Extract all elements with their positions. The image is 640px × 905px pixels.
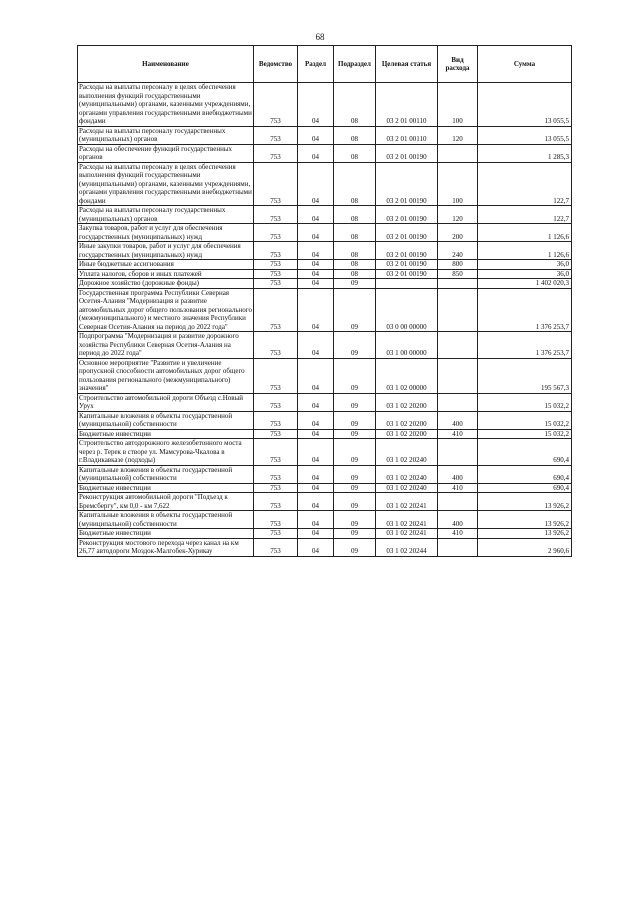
row-razdel: 04 [298, 83, 334, 127]
row-vid: 400 [438, 465, 478, 483]
row-podrazdel: 09 [334, 465, 376, 483]
row-razdel: 04 [298, 493, 334, 511]
row-vid: 410 [438, 483, 478, 493]
row-vedomstvo: 753 [254, 332, 298, 359]
row-razdel: 04 [298, 529, 334, 539]
row-statya: 03 2 01 00190 [376, 144, 438, 162]
row-name: Государственная программа Республики Северная Осетия-Алания "Модернизация и развитие автомобильных дорог общего пользования регионального (межмуниципального) и местного значения Республики Северная Осетия-Алания на период до 2022 года" [79, 288, 252, 331]
row-summa: 1 126,6 [478, 242, 572, 260]
row-podrazdel: 09 [334, 538, 376, 556]
row-summa: 2 960,6 [478, 538, 572, 556]
row-podrazdel: 09 [334, 393, 376, 411]
row-name: Реконструкция мостового перехода через канал на км 26,77 автодороги Моздок-Малгобек-Хурикау [78, 538, 254, 556]
row-vid: 400 [438, 511, 478, 529]
row-summa: 1 376 253,7 [478, 288, 572, 332]
row-name: Расходы на выплаты персоналу в целях обеспечения выполнения функций государственными (муниципальными) органами, казенными учреждениями, органами управления государственными внебюджетными фондами [79, 83, 252, 125]
row-vedomstvo: 753 [254, 511, 298, 529]
row-podrazdel: 09 [334, 439, 376, 466]
row-name: Иные бюджетные ассигнования [78, 260, 254, 270]
row-statya: 03 1 02 20240 [376, 465, 438, 483]
table-body [78, 83, 572, 557]
table-row [78, 358, 572, 393]
row-razdel: 04 [298, 465, 334, 483]
row-summa: 195 567,3 [478, 358, 572, 393]
table-row [78, 162, 572, 206]
row-summa: 13 055,5 [478, 83, 572, 127]
row-vid: 800 [438, 260, 478, 270]
row-name: Закупка товаров, работ и услуг для обеспечения государственных (муниципальных) нужд [78, 224, 254, 242]
row-vid [438, 288, 478, 332]
col-header-summa: Сумма [478, 46, 572, 83]
row-statya: 03 0 00 00000 [376, 288, 438, 332]
row-razdel: 04 [298, 269, 334, 279]
row-podrazdel: 08 [334, 260, 376, 270]
row-summa: 690,4 [478, 483, 572, 493]
row-podrazdel: 08 [334, 126, 376, 144]
row-vedomstvo: 753 [254, 439, 298, 466]
row-statya: 03 1 02 20200 [376, 429, 438, 439]
row-razdel: 04 [298, 332, 334, 359]
row-vid: 120 [438, 126, 478, 144]
row-summa: 13 926,2 [478, 493, 572, 511]
row-razdel: 04 [298, 511, 334, 529]
row-razdel: 04 [298, 144, 334, 162]
row-summa: 13 926,2 [478, 511, 572, 529]
row-vedomstvo: 753 [254, 206, 298, 224]
col-header-name: Наименование [78, 46, 254, 83]
row-podrazdel: 09 [334, 493, 376, 511]
row-vid [438, 493, 478, 511]
row-name: Расходы на выплаты персоналу государственных (муниципальных) органов [78, 206, 254, 224]
row-razdel: 04 [298, 538, 334, 556]
col-header-razdel: Раздел [298, 46, 334, 83]
budget-table [77, 45, 572, 557]
row-statya: 03 1 02 20200 [376, 393, 438, 411]
row-name: Строительство автомобильной дороги Объезд с.Новый Урух [78, 393, 254, 411]
row-vedomstvo: 753 [254, 358, 298, 393]
row-statya [376, 279, 438, 289]
row-summa: 690,4 [478, 439, 572, 466]
row-vid [438, 439, 478, 466]
row-razdel: 04 [298, 162, 334, 206]
row-razdel: 04 [298, 126, 334, 144]
row-summa: 13 055,5 [478, 126, 572, 144]
row-vid [438, 538, 478, 556]
row-statya: 03 1 02 20244 [376, 538, 438, 556]
row-vid [438, 332, 478, 359]
row-name: Расходы на выплаты персоналу в целях обеспечения выполнения функций государственными (муниципальными) органами, казенными учреждениями, органами управления государственными внебюджетными фондами [79, 162, 252, 205]
row-vedomstvo: 753 [254, 83, 298, 127]
row-vedomstvo: 753 [254, 465, 298, 483]
row-vedomstvo: 753 [254, 429, 298, 439]
row-statya: 03 1 00 00000 [376, 332, 438, 359]
col-header-podrazdel: Подраздел [334, 46, 376, 83]
row-summa: 36,0 [478, 260, 572, 270]
row-podrazdel: 08 [334, 162, 376, 206]
row-podrazdel: 09 [334, 429, 376, 439]
row-name: Уплата налогов, сборов и иных платежей [78, 269, 254, 279]
row-podrazdel: 09 [334, 332, 376, 359]
table-row [78, 260, 572, 270]
row-vid [438, 144, 478, 162]
row-statya: 03 1 02 20241 [376, 493, 438, 511]
row-razdel: 04 [298, 279, 334, 289]
row-vedomstvo: 753 [254, 538, 298, 556]
table-row [78, 493, 572, 511]
row-vid [438, 279, 478, 289]
row-podrazdel: 09 [334, 529, 376, 539]
row-vedomstvo: 753 [254, 529, 298, 539]
row-vid: 410 [438, 429, 478, 439]
row-name: Иные закупки товаров, работ и услуг для обеспечения государственных (муниципальных) нужд [78, 242, 254, 260]
row-summa: 36,0 [478, 269, 572, 279]
row-vedomstvo: 753 [254, 279, 298, 289]
table-row [78, 511, 572, 529]
table-row [78, 144, 572, 162]
row-summa: 690,4 [478, 465, 572, 483]
row-summa: 1 376 253,7 [478, 332, 572, 359]
row-podrazdel: 08 [334, 224, 376, 242]
row-summa: 1 126,6 [478, 224, 572, 242]
row-statya: 03 2 01 00190 [376, 206, 438, 224]
row-statya: 03 1 02 20200 [376, 411, 438, 429]
row-podrazdel: 08 [334, 269, 376, 279]
row-statya: 03 2 01 00190 [376, 162, 438, 206]
table-header-row [78, 46, 572, 83]
table-row [78, 483, 572, 493]
row-podrazdel: 08 [334, 144, 376, 162]
table-row [78, 288, 572, 332]
row-vid [438, 358, 478, 393]
row-statya: 03 2 01 00190 [376, 260, 438, 270]
row-vedomstvo: 753 [254, 260, 298, 270]
row-razdel: 04 [298, 429, 334, 439]
row-vid: 400 [438, 411, 478, 429]
table-row [78, 429, 572, 439]
row-summa: 15 032,2 [478, 411, 572, 429]
row-name: Дорожное хозяйство (дорожные фонды) [78, 279, 254, 289]
row-razdel: 04 [298, 439, 334, 466]
row-vedomstvo: 753 [254, 242, 298, 260]
row-vedomstvo: 753 [254, 493, 298, 511]
row-razdel: 04 [298, 483, 334, 493]
row-name: Реконструкция автомобильной дороги "Подъезд к Бремсбергу", км 0,0 - км 7,622 [78, 493, 254, 511]
row-vedomstvo: 753 [254, 411, 298, 429]
col-header-statya: Целевая статья [376, 46, 438, 83]
row-vid: 100 [438, 162, 478, 206]
row-vid: 850 [438, 269, 478, 279]
row-podrazdel: 08 [334, 83, 376, 127]
row-razdel: 04 [298, 206, 334, 224]
row-name: Подпрограмма "Модернизация и развитие дорожного хозяйства Республики Северная Осетия-Алания на период до 2022 года" [78, 332, 254, 359]
table-row [78, 269, 572, 279]
row-vedomstvo: 753 [254, 144, 298, 162]
table-row [78, 224, 572, 242]
row-razdel: 04 [298, 260, 334, 270]
row-vedomstvo: 753 [254, 483, 298, 493]
row-statya: 03 1 02 20241 [376, 529, 438, 539]
row-podrazdel: 09 [334, 511, 376, 529]
row-name: Расходы на обеспечение функций государственных органов [78, 144, 254, 162]
page-number: 68 [315, 32, 325, 42]
row-vid: 120 [438, 206, 478, 224]
row-podrazdel: 08 [334, 206, 376, 224]
row-razdel: 04 [298, 358, 334, 393]
table-row [78, 529, 572, 539]
row-statya: 03 2 01 00190 [376, 269, 438, 279]
row-summa: 1 285,3 [478, 144, 572, 162]
table-row [78, 465, 572, 483]
row-razdel: 04 [298, 224, 334, 242]
table-row [78, 439, 572, 466]
row-vid: 410 [438, 529, 478, 539]
row-summa: 1 402 020,3 [478, 279, 572, 289]
row-vedomstvo: 753 [254, 162, 298, 206]
table-row [78, 206, 572, 224]
row-statya: 03 2 01 00110 [376, 126, 438, 144]
row-podrazdel: 09 [334, 483, 376, 493]
table-row [78, 393, 572, 411]
table-row [78, 242, 572, 260]
row-summa: 13 926,2 [478, 529, 572, 539]
row-statya: 03 1 02 20240 [376, 439, 438, 466]
row-statya: 03 1 02 20240 [376, 483, 438, 493]
row-summa: 15 032,2 [478, 393, 572, 411]
row-summa: 122,7 [478, 162, 572, 206]
row-name: Бюджетные инвестиции [78, 483, 254, 493]
row-vid: 240 [438, 242, 478, 260]
row-name: Строительство автодорожного железобетонного моста через р. Терек в створе ул. Мамсурова-Чкалова в г.Владикавказе (подходы) [78, 439, 254, 466]
row-razdel: 04 [298, 288, 334, 332]
row-podrazdel: 09 [334, 279, 376, 289]
row-razdel: 04 [298, 242, 334, 260]
row-name: Бюджетные инвестиции [78, 429, 254, 439]
table-row [78, 279, 572, 289]
row-vid: 100 [438, 83, 478, 127]
row-statya: 03 2 01 00190 [376, 242, 438, 260]
row-name: Основное мероприятие "Развитие и увеличение пропускной способности автомобильных дорог общего пользования регионального (межмуниципального) значения" [78, 358, 254, 393]
row-vedomstvo: 753 [254, 224, 298, 242]
table-row [78, 411, 572, 429]
table-row [78, 332, 572, 359]
row-podrazdel: 08 [334, 242, 376, 260]
row-statya: 03 2 01 00110 [376, 83, 438, 127]
row-name: Бюджетные инвестиции [78, 529, 254, 539]
row-vedomstvo: 753 [254, 269, 298, 279]
row-name: Расходы на выплаты персоналу государственных (муниципальных) органов [78, 126, 254, 144]
row-summa: 15 032,2 [478, 429, 572, 439]
row-vid: 200 [438, 224, 478, 242]
row-podrazdel: 09 [334, 411, 376, 429]
row-vid [438, 393, 478, 411]
row-podrazdel: 09 [334, 288, 376, 332]
col-header-vedomstvo: Ведомство [254, 46, 298, 83]
row-name: Капитальные вложения в объекты государственной (муниципальной) собственности [78, 411, 254, 429]
table-row [78, 538, 572, 556]
row-statya: 03 1 02 20241 [376, 511, 438, 529]
row-razdel: 04 [298, 393, 334, 411]
row-statya: 03 1 02 00000 [376, 358, 438, 393]
row-vedomstvo: 753 [254, 126, 298, 144]
row-vedomstvo: 753 [254, 288, 298, 332]
row-name: Капитальные вложения в объекты государственной (муниципальной) собственности [78, 511, 254, 529]
row-name: Капитальные вложения в объекты государственной (муниципальной) собственности [78, 465, 254, 483]
row-summa: 122,7 [478, 206, 572, 224]
col-header-vid: Вид расхода [438, 46, 478, 83]
row-statya: 03 2 01 00190 [376, 224, 438, 242]
row-razdel: 04 [298, 411, 334, 429]
row-vedomstvo: 753 [254, 393, 298, 411]
row-podrazdel: 09 [334, 358, 376, 393]
table-row [78, 83, 572, 127]
table-row [78, 126, 572, 144]
